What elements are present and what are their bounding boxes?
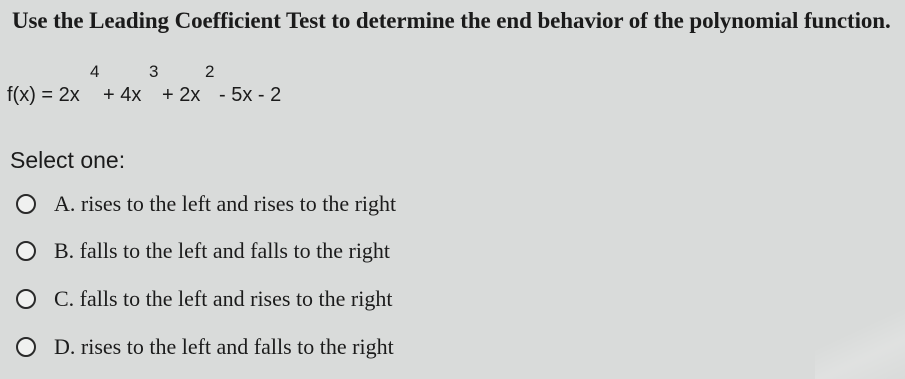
option-c[interactable] bbox=[16, 284, 393, 314]
question-text: Use the Leading Coefficient Test to determine the end behavior of the polynomial function. bbox=[12, 8, 891, 33]
formula-suffix: - 5x - 2 bbox=[219, 84, 282, 106]
radio-button-a[interactable] bbox=[16, 194, 36, 214]
option-c-label[interactable]: C. falls to the left and rises to the right bbox=[54, 286, 393, 311]
option-b[interactable] bbox=[16, 236, 390, 266]
option-a[interactable] bbox=[16, 189, 396, 219]
formula-exponent-3: 2 bbox=[205, 62, 215, 81]
screen-glare bbox=[815, 289, 905, 379]
select-one-label: Select one: bbox=[10, 147, 126, 173]
formula-term-3: + 2x bbox=[162, 84, 201, 106]
formula-term-2: + 4x bbox=[103, 84, 142, 106]
radio-button-b[interactable] bbox=[16, 241, 36, 261]
formula-exponent-2: 3 bbox=[149, 62, 159, 81]
radio-button-c[interactable] bbox=[16, 289, 36, 309]
formula-exponent-1: 4 bbox=[90, 62, 100, 81]
option-a-label[interactable]: A. rises to the left and rises to the right bbox=[54, 191, 397, 216]
radio-button-d[interactable] bbox=[16, 337, 36, 357]
option-b-label[interactable]: B. falls to the left and falls to the right bbox=[54, 238, 391, 263]
option-d[interactable] bbox=[16, 332, 394, 362]
option-d-label[interactable]: D. rises to the left and falls to the right bbox=[54, 334, 394, 359]
formula-prefix: f(x) = 2x bbox=[7, 84, 80, 106]
